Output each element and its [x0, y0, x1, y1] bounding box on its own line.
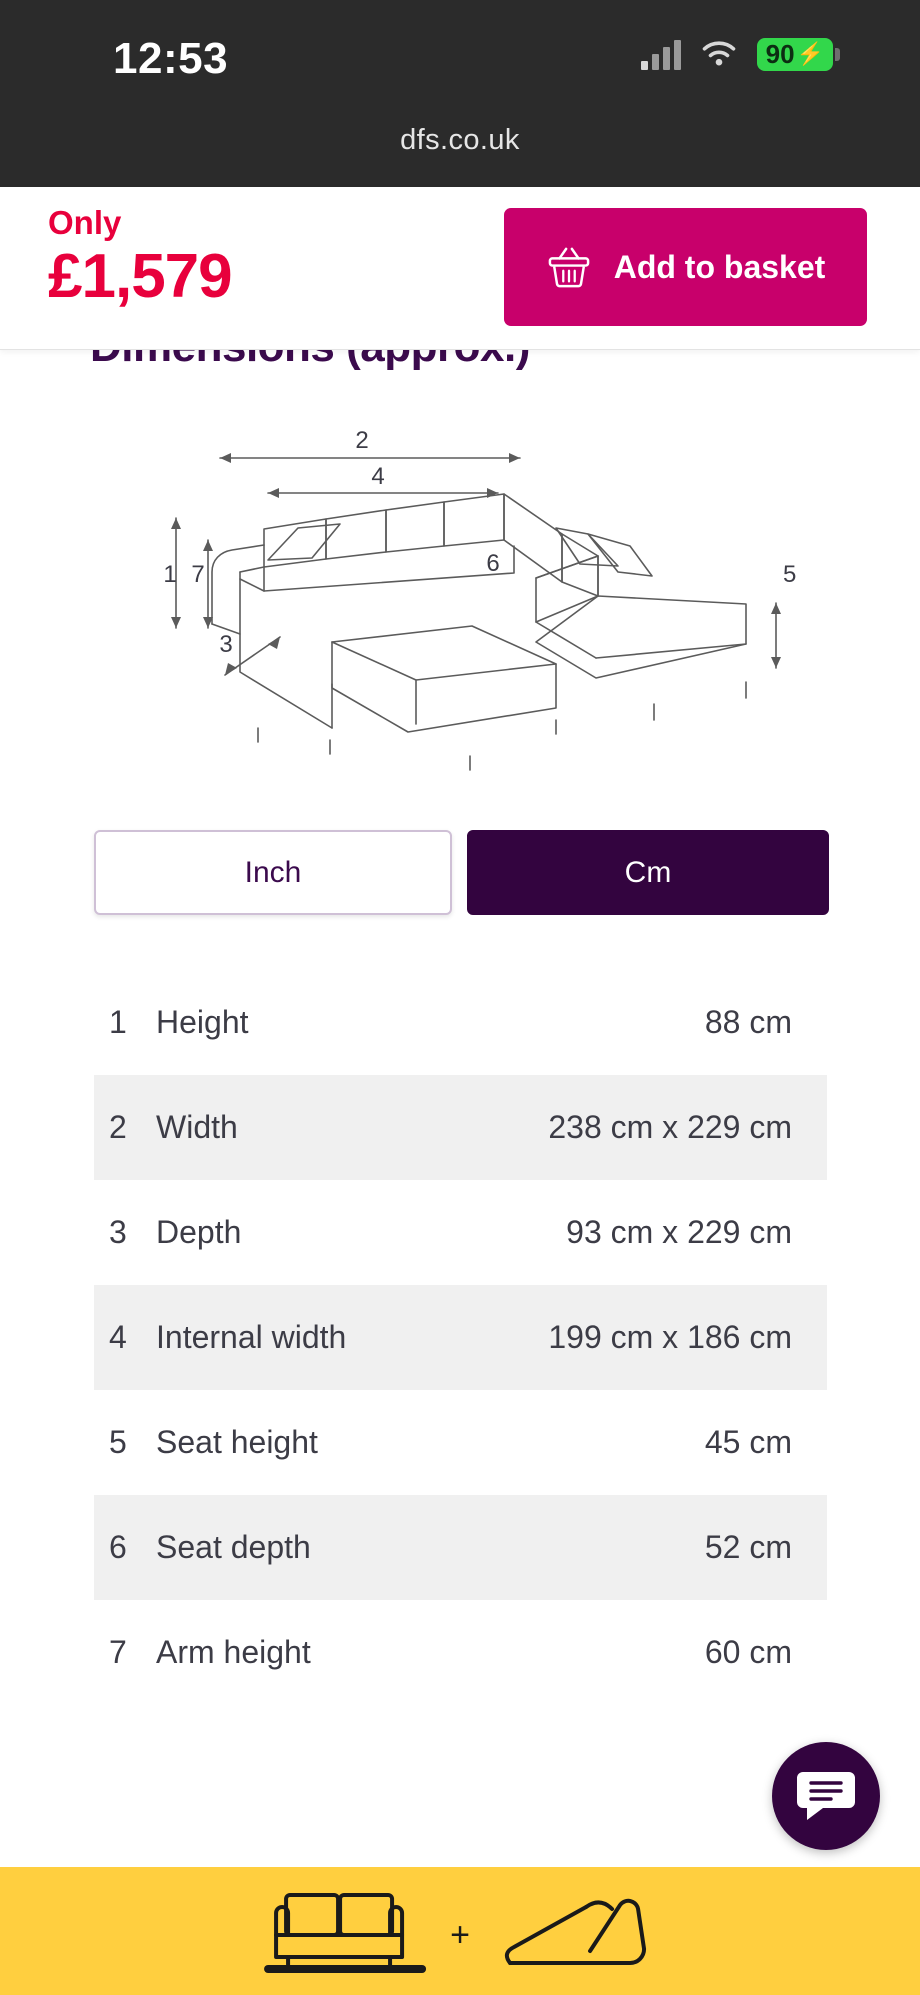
row-label: Seat depth	[156, 1529, 311, 1565]
diagram-label-4: 4	[371, 463, 385, 490]
unit-toggle-inch[interactable]: Inch	[94, 830, 452, 915]
price-prefix: Only	[48, 204, 122, 241]
row-label: Width	[156, 1109, 238, 1145]
battery-level: 90	[765, 39, 795, 69]
diagram-label-6: 6	[486, 550, 500, 577]
cellular-signal-icon	[641, 40, 681, 70]
row-label: Arm height	[156, 1634, 311, 1670]
status-bar-time: 12:53	[113, 34, 229, 83]
row-value: 60 cm	[704, 1634, 792, 1670]
row-label: Seat height	[156, 1424, 318, 1460]
status-bar	[0, 0, 920, 122]
row-value: 88 cm	[704, 1004, 792, 1040]
status-bar-indicators	[641, 38, 840, 71]
chat-bubble-icon[interactable]	[772, 1742, 880, 1850]
rug-icon	[490, 1885, 660, 1985]
table-row	[94, 1075, 827, 1180]
lightning-bolt-icon: ⚡	[796, 41, 824, 66]
dimensions-section	[0, 350, 920, 1995]
table-row	[94, 970, 827, 1075]
wifi-icon	[699, 40, 739, 70]
row-number: 1	[109, 1004, 127, 1040]
table-row	[94, 1495, 827, 1600]
unit-toggle-cm[interactable]: Cm	[467, 830, 829, 915]
shopping-basket-icon	[546, 246, 592, 288]
row-value: 52 cm	[704, 1529, 792, 1565]
diagram-label-1: 1	[163, 561, 177, 588]
row-number: 4	[109, 1319, 127, 1355]
row-label: Depth	[156, 1214, 242, 1250]
diagram-label-2: 2	[355, 427, 369, 454]
diagram-label-6-left: 3	[219, 631, 233, 658]
diagram-label-7: 7	[191, 561, 205, 588]
table-row	[94, 1180, 827, 1285]
row-number: 6	[109, 1529, 127, 1565]
promo-plus-label: +	[450, 1915, 470, 1954]
url-text: dfs.co.uk	[400, 124, 520, 156]
dimensions-table	[94, 970, 827, 1705]
table-row	[94, 1390, 827, 1495]
diagram-label-5: 5	[783, 561, 797, 588]
row-label: Height	[156, 1004, 249, 1040]
price-block	[48, 205, 232, 313]
sofa-icon	[260, 1885, 430, 1985]
add-to-basket-label: Add to basket	[613, 248, 826, 285]
add-to-basket-button[interactable]	[504, 208, 867, 326]
browser-url-bar[interactable]	[0, 122, 920, 187]
row-label: Internal width	[156, 1319, 347, 1355]
sofa-dimensions-diagram	[0, 410, 920, 750]
row-value: 199 cm x 186 cm	[548, 1319, 792, 1355]
row-value: 93 cm x 229 cm	[566, 1214, 792, 1250]
table-row	[94, 1600, 827, 1705]
product-price: £1,579	[48, 242, 232, 312]
row-number: 5	[109, 1424, 127, 1460]
table-row	[94, 1285, 827, 1390]
row-value: 238 cm x 229 cm	[548, 1109, 792, 1145]
row-number: 3	[109, 1214, 127, 1250]
promo-banner[interactable]	[0, 1867, 920, 1995]
row-number: 2	[109, 1109, 127, 1145]
row-value: 45 cm	[704, 1424, 792, 1460]
sticky-basket-bar	[0, 187, 920, 350]
battery-tip	[835, 48, 840, 61]
battery-indicator	[757, 38, 840, 71]
row-number: 7	[109, 1634, 127, 1670]
unit-toggle-group[interactable]	[94, 830, 829, 915]
